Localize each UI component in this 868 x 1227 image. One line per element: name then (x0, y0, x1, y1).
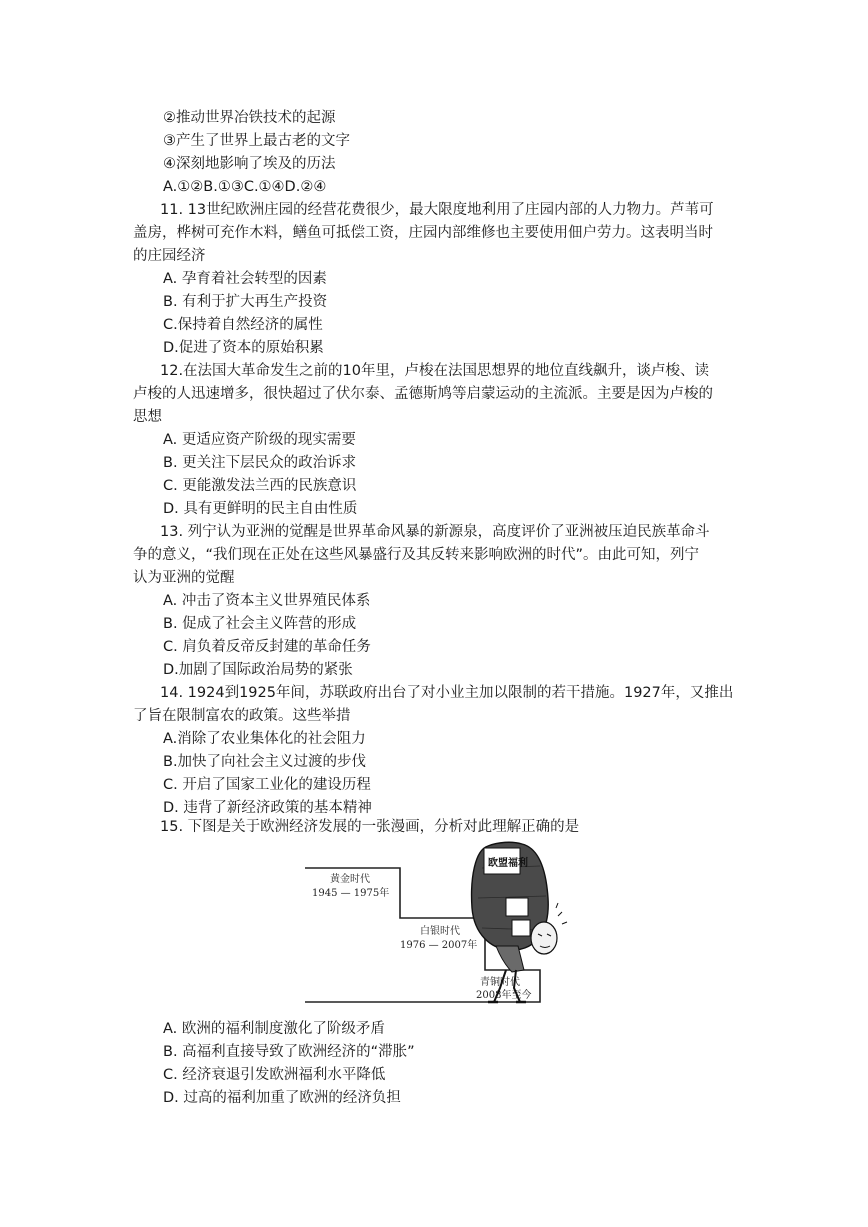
q11-stem-cont: 的庄园经济 (133, 248, 206, 264)
q13-option-a: A. 冲击了资本主义世界殖民体系 (163, 593, 371, 609)
q13-option-b: B. 促成了社会主义阵营的形成 (163, 616, 357, 632)
q12-option-d: D. 具有更鲜明的民主自由性质 (163, 501, 358, 517)
q12-stem: 12.在法国大革命发生之前的10年里，卢梭在法国思想界的地位直线飙升，谈卢梭、读 (160, 363, 710, 379)
q12-stem-cont: 思想 (133, 409, 162, 425)
q13-stem-cont: 争的意义，“我们现在正处在这些风暴盛行及其反转来影响欧洲的时代”。由此可知，列宁 (133, 547, 700, 563)
q11-stem: 11. 13世纪欧洲庄园的经营花费很少，最大限度地利用了庄园内部的人力物力。芦苇可 (160, 202, 714, 218)
q14-option-a: A.消除了农业集体化的社会阻力 (163, 731, 366, 747)
q13-option-c: C. 肩负着反帝反封建的革命任务 (163, 639, 371, 655)
gold-age-years: 1945 — 1975年 (312, 888, 390, 899)
sack-label: 欧盟福利 (488, 858, 528, 869)
q15-option-d: D. 过高的福利加重了欧洲的经济负担 (163, 1090, 401, 1106)
q15-option-c: C. 经济衰退引发欧洲福利水平降低 (163, 1067, 386, 1083)
q14-stem: 14. 1924到1925年间，苏联政府出台了对小业主加以限制的若干措施。1927年，又推出 (160, 685, 734, 701)
welfare-cartoon (300, 838, 580, 1008)
q14-stem-cont: 了旨在限制富农的政策。这些举措 (133, 708, 351, 724)
q14-option-b: B.加快了向社会主义过渡的步伐 (163, 754, 367, 770)
silver-age-years: 1976 — 2007年 (400, 940, 478, 951)
q10-option-4: ④深刻地影响了埃及的历法 (163, 156, 336, 172)
q15-option-b: B. 高福利直接导致了欧洲经济的“滞胀” (163, 1044, 415, 1060)
bronze-age-years: 2008年至今 (476, 990, 532, 1001)
q12-option-b: B. 更关注下层民众的政治诉求 (163, 455, 357, 471)
q11-stem-cont: 盖房，桦树可充作木料，鳝鱼可抵偿工资，庄园内部维修也主要使用佃户劳力。这表明当时 (133, 225, 713, 241)
q11-option-b: B. 有利于扩大再生产投资 (163, 294, 328, 310)
q12-option-a: A. 更适应资产阶级的现实需要 (163, 432, 356, 448)
q12-stem-cont: 卢梭的人迅速增多，很快超过了伏尔泰、孟德斯鸠等启蒙运动的主流派。主要是因为卢梭的 (133, 386, 713, 402)
q11-option-a: A. 孕育着社会转型的因素 (163, 271, 327, 287)
q10-option-3: ③产生了世界上最古老的文字 (163, 133, 350, 149)
q11-option-d: D.促进了资本的原始积累 (163, 340, 324, 356)
q14-option-d: D. 违背了新经济政策的基本精神 (163, 800, 372, 816)
q13-option-d: D.加剧了国际政治局势的紧张 (163, 662, 353, 678)
silver-age-title: 白银时代 (420, 926, 460, 937)
gold-age-title: 黄金时代 (330, 874, 370, 885)
q15-stem: 15. 下图是关于欧洲经济发展的一张漫画，分析对此理解正确的是 (160, 819, 580, 835)
q13-stem: 13. 列宁认为亚洲的觉醒是世界革命风暴的新源泉，高度评价了亚洲被压迫民族革命斗 (160, 524, 710, 540)
q10-choices: A.①②B.①③C.①④D.②④ (163, 179, 327, 195)
q10-option-2: ②推动世界冶铁技术的起源 (163, 110, 336, 126)
q14-option-c: C. 开启了国家工业化的建设历程 (163, 777, 371, 793)
q11-option-c: C.保持着自然经济的属性 (163, 317, 323, 333)
q13-stem-cont: 认为亚洲的觉醒 (133, 570, 235, 586)
q15-option-a: A. 欧洲的福利制度激化了阶级矛盾 (163, 1021, 385, 1037)
q12-option-c: C. 更能激发法兰西的民族意识 (163, 478, 357, 494)
bronze-age-title: 青铜时代 (480, 977, 520, 988)
